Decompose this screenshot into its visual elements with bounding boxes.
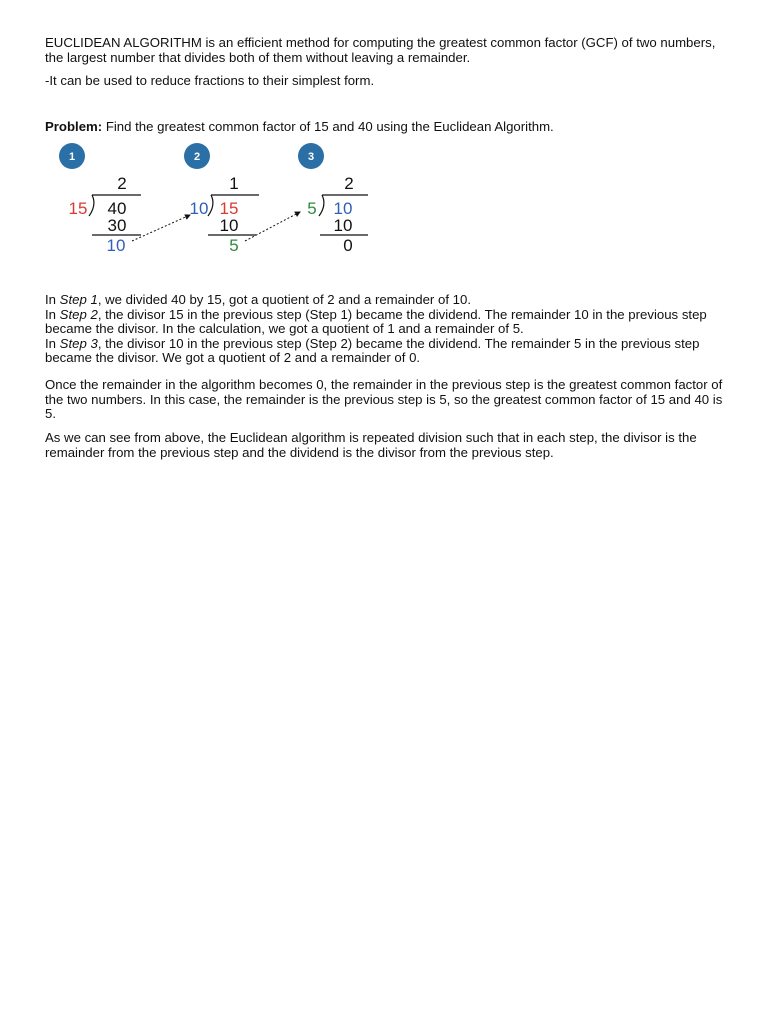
step-1-product: 30: [107, 216, 127, 235]
step-2-explanation: [45, 308, 735, 337]
step-3-divisor: 5: [307, 199, 317, 218]
step-2-badge-label: 2: [193, 151, 201, 163]
problem-text: Find the greatest common factor of 15 and 40 using the Euclidean Algorithm.: [102, 119, 554, 134]
step-1-dividend: 40: [107, 199, 127, 218]
step-2-divisor: 10: [189, 199, 209, 218]
step-3-dividend: 10: [333, 199, 353, 218]
problem-paragraph: [45, 120, 735, 135]
arrow-step-1-to-2: [132, 215, 190, 241]
arrow-step-2-to-3: [245, 212, 300, 241]
step-1-text-body: , we divided 40 by 15, got a quotient of 2 and a remainder of 10.: [97, 292, 471, 307]
step-3-quotient: 2: [344, 174, 354, 193]
step-2-text-prefix: In: [45, 306, 60, 322]
step-3: [298, 143, 368, 255]
step-3-text-prefix: In: [45, 335, 60, 351]
summary-paragraph: As we can see from above, the Euclidean algorithm is repeated division such that in each step, the divisor is the remainder from the previous step and the dividend is the divisor from the previous step.: [45, 430, 697, 460]
step-1-text-prefix: In: [45, 292, 60, 307]
problem-label: Problem:: [45, 119, 103, 134]
step-2-text-body: , the divisor 15 in the previous step (Step 1) became the dividend. The remainder 10 in the previous step became the divisor. In the calculation, we got a quotient of 1 and a remainder of 5.: [45, 306, 707, 336]
euclidean-diagram: [0, 140, 768, 265]
step-3-badge-label: 3: [307, 151, 315, 163]
step-1-divisor: 15: [68, 199, 88, 218]
step-1-label: Step 1: [59, 292, 98, 307]
note-paragraph: -It can be used to reduce fractions to their simplest form.: [45, 73, 375, 88]
step-1-explanation: [45, 293, 735, 308]
step-3-text-body: , the divisor 10 in the previous step (Step 2) became the dividend. The remainder 5 in the previous step became the divisor. We got a quotient of 2 and a remainder of 0.: [45, 335, 700, 365]
intro-paragraph: EUCLIDEAN ALGORITHM is an efficient method for computing the greatest common factor (GCF) of two numbers, the largest number that divides both of them without leaving a remainder.: [45, 35, 716, 65]
step-3-product: 10: [333, 216, 353, 235]
diagram-svg: [0, 140, 768, 265]
step-2-quotient: 1: [229, 174, 239, 193]
step-3-remainder: 0: [343, 236, 353, 255]
step-1-badge-label: 1: [68, 151, 76, 163]
step-1-quotient: 2: [117, 174, 127, 193]
steps-explanation: [45, 293, 735, 366]
step-1: [59, 143, 141, 255]
step-2-remainder: 5: [229, 236, 239, 255]
step-2-dividend: 15: [219, 199, 239, 218]
step-3-label: Step 3: [59, 335, 98, 351]
step-2-label: Step 2: [59, 306, 98, 322]
step-3-explanation: [45, 337, 735, 366]
step-2-product: 10: [219, 216, 239, 235]
step-2: [184, 143, 259, 255]
step-1-remainder: 10: [106, 236, 126, 255]
conclusion-paragraph: Once the remainder in the algorithm becomes 0, the remainder in the previous step is the greatest common factor of the two numbers. In this case, the remainder is the previous step is 5, so the greatest common factor of 15 and 40 is 5.: [45, 377, 723, 421]
